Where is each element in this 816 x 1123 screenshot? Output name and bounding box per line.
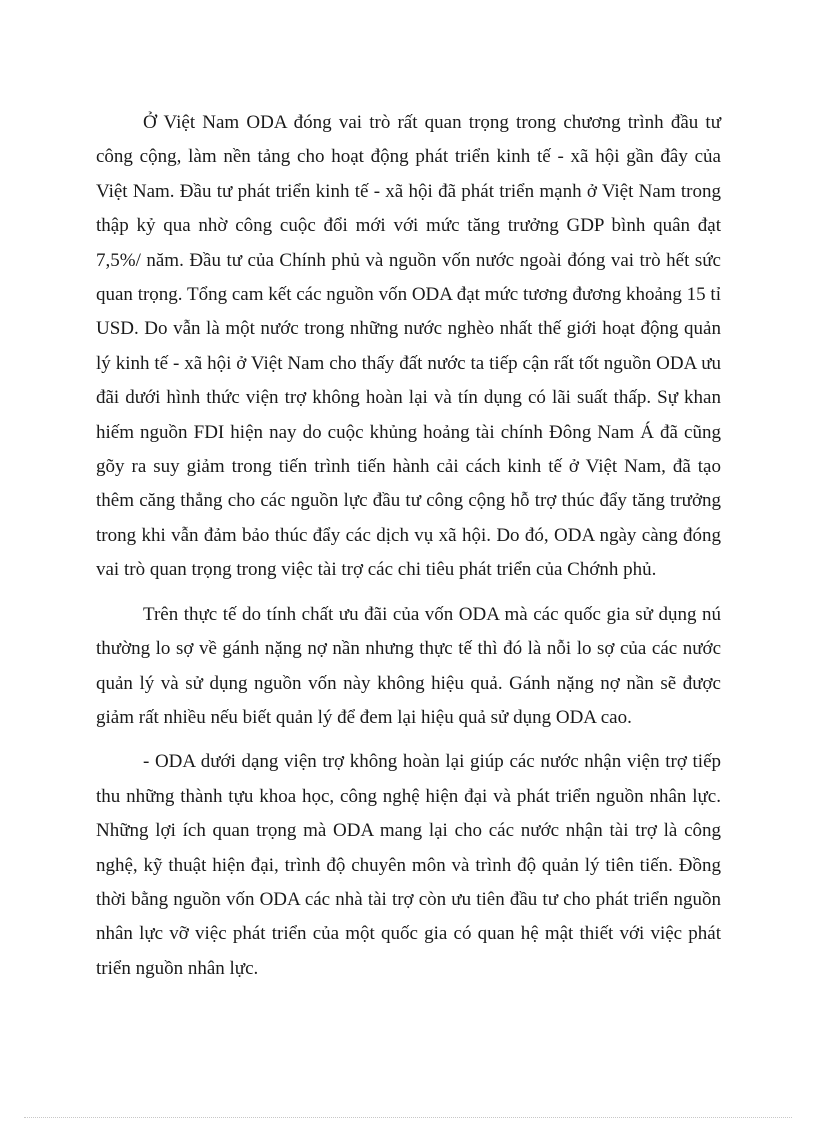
paragraph-oda-role: Ở Việt Nam ODA đóng vai trò rất quan trọng trong chương trình đầu tư công cộng, làm nền tảng cho hoạt động phát triển kinh tế - xã hội gần đây của Việt Nam. Đầu tư phát triển kinh tế - xã hội đã phát triển mạnh ở Việt Nam trong thập kỷ qua nhờ công cuộc đổi mới với mức tăng trưởng GDP bình quân đạt 7,5%/ năm. Đầu tư của Chính phủ và nguồn vốn nước ngoài đóng vai trò hết sức quan trọng. Tổng cam kết các nguồn vốn ODA đạt mức tương đương khoảng 15 tỉ USD. Do vẫn là một nước trong những nước nghèo nhất thế giới hoạt động quản lý kinh tế - xã hội ở Việt Nam cho thấy đất nước ta tiếp cận rất tốt nguồn ODA ưu đãi dưới hình thức viện trợ không hoàn lại và tín dụng có lãi suất thấp. Sự khan hiếm nguồn FDI hiện nay do cuộc khủng hoảng tài chính Đông Nam Á đã cũng gõy ra suy giảm trong tiến trình tiến hành cải cách kinh tế ở Việt Nam, đã tạo thêm căng thẳng cho các nguồn lực đầu tư công cộng hỗ trợ thúc đẩy tăng trưởng trong khi vẫn đảm bảo thúc đẩy các dịch vụ xã hội. Do đó, ODA ngày càng đóng vai trò quan trọng trong việc tài trợ các chi tiêu phát triển của Chớnh phủ. <box>96 112 721 581</box>
page-bottom-divider <box>24 1117 792 1118</box>
paragraph-grant-benefits: - ODA dưới dạng viện trợ không hoàn lại giúp các nước nhận viện trợ tiếp thu những thành tựu khoa học, công nghệ hiện đại và phát triển nguồn nhân lực. Những lợi ích quan trọng mà ODA mang lại cho các nước nhận tài trợ là công nghệ, kỹ thuật hiện đại, trình độ chuyên môn và trình độ quản lý tiên tiến. Đồng thời bằng nguồn vốn ODA các nhà tài trợ còn ưu tiên đầu tư cho phát triển nguồn nhân lực vỡ việc phát triển của một quốc gia có quan hệ mật thiết với việc phát triển nguồn nhân lực. <box>96 751 721 979</box>
paragraph-debt-burden: Trên thực tế do tính chất ưu đãi của vốn ODA mà các quốc gia sử dụng nú thường lo sợ về gánh nặng nợ nần nhưng thực tế thì đó là nỗi lo sợ của các nước quản lý và sử dụng nguồn vốn này không hiệu quả. Gánh nặng nợ nần sẽ được giảm rất nhiều nếu biết quản lý để đem lại hiệu quả sử dụng ODA cao. <box>96 603 721 728</box>
document-body <box>96 106 721 996</box>
